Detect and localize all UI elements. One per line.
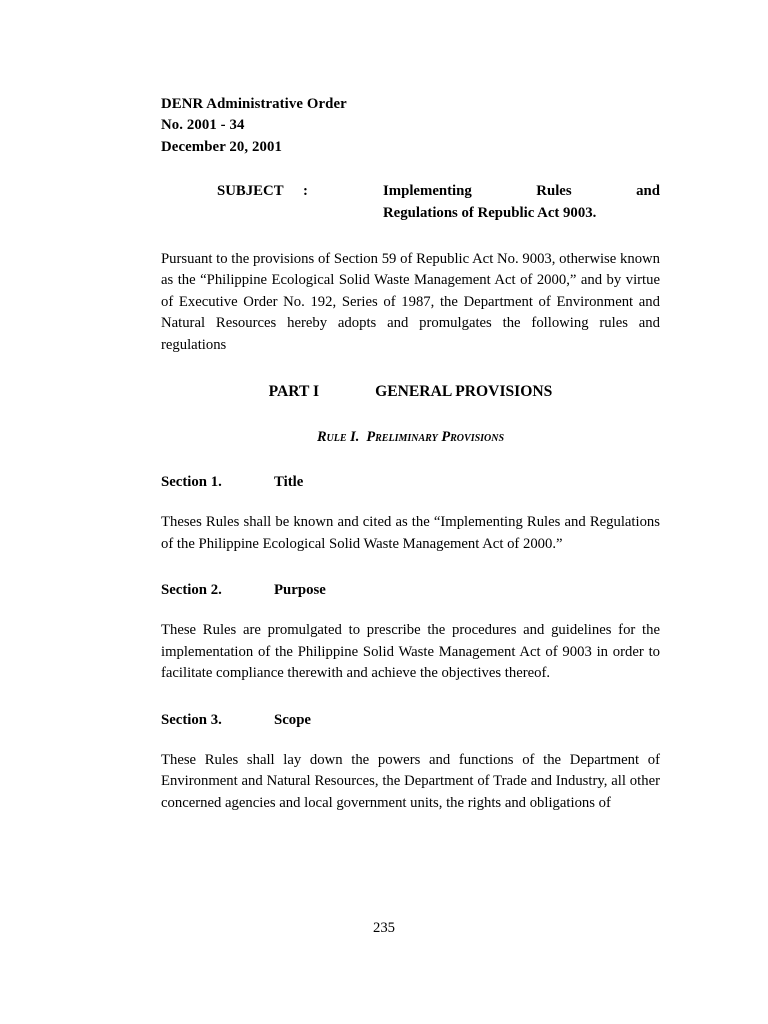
section-number-2: Section 2. bbox=[161, 582, 222, 599]
section-body-3: These Rules shall lay down the powers and functions of the Department of Environment and Natural Resources, the Department of Trade and Industry, all other concerned agencies and local government units, the rights and obligations of bbox=[161, 751, 660, 811]
section-body-2: These Rules are promulgated to prescribe the procedures and guidelines for the implementation of the Philippine Solid Waste Management Act of 9003 in order to facilitate compliance therewith and achieve the objectives thereof. bbox=[161, 622, 660, 682]
subject-colon: : bbox=[303, 182, 308, 199]
part-heading bbox=[161, 381, 660, 403]
section-title-2: Purpose bbox=[274, 582, 326, 599]
section-heading-2 bbox=[161, 580, 660, 601]
rule-label: Rule I. bbox=[316, 429, 360, 446]
section-number-3: Section 3. bbox=[161, 711, 222, 728]
rule-heading bbox=[161, 427, 660, 447]
preamble-paragraph: Pursuant to the provisions of Section 59 of Republic Act No. 9003, otherwise known as the “Philippine Ecological Solid Waste Management Act of 2000,” and by virtue of Executive Order No. 192, Series of 1987, the Department of Environment and Natural Resources hereby adopts and promulgates the following rules and regulations bbox=[161, 250, 660, 353]
part-title: GENERAL PROVISIONS bbox=[375, 383, 553, 401]
subject-label: SUBJECT bbox=[217, 182, 284, 199]
part-label: PART I bbox=[268, 383, 320, 401]
page-content bbox=[161, 94, 660, 814]
document-header bbox=[161, 94, 660, 158]
subject-value-line2: Regulations of Republic Act 9003. bbox=[383, 204, 597, 221]
subject-block bbox=[161, 180, 660, 224]
section-heading-1 bbox=[161, 472, 660, 493]
section-body-1: Theses Rules shall be known and cited as the “Implementing Rules and Regulations of the Philippine Ecological Solid Waste Management Act of 2000.” bbox=[161, 514, 660, 552]
section-number-1: Section 1. bbox=[161, 474, 222, 491]
order-number: No. 2001 - 34 bbox=[161, 117, 245, 134]
order-date: December 20, 2001 bbox=[161, 138, 282, 155]
subject-value-line1: Implementing Rules and bbox=[383, 182, 660, 199]
rule-title: Preliminary Provisions bbox=[366, 429, 505, 446]
order-title: DENR Administrative Order bbox=[161, 96, 347, 112]
section-heading-3 bbox=[161, 710, 660, 731]
section-title-1: Title bbox=[274, 474, 304, 491]
page-number: 235 bbox=[372, 920, 396, 936]
subject-row bbox=[161, 180, 660, 202]
section-title-3: Scope bbox=[274, 711, 311, 728]
